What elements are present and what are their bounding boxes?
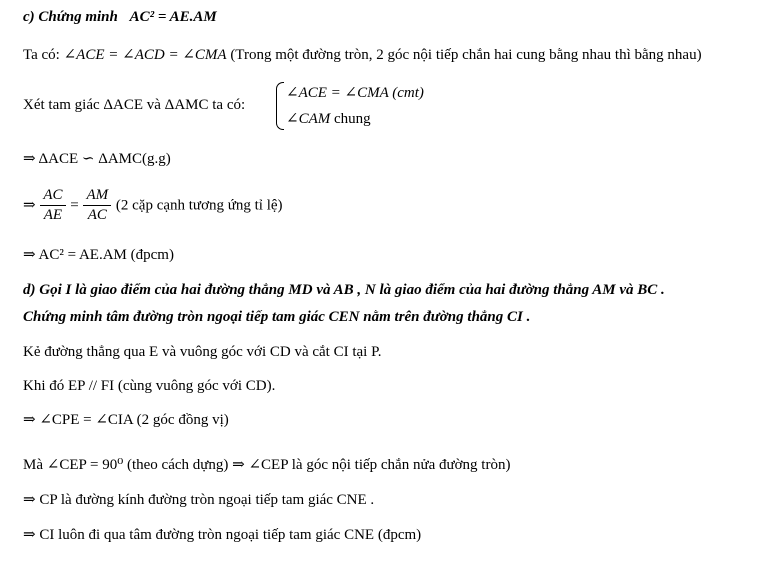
ci-text: ⇒ CI luôn đi qua tâm đường tròn ngoại tiếp tam giác CNE (đpcm) xyxy=(23,527,422,543)
line-cpe xyxy=(23,410,229,430)
fraction-1-numerator: AC xyxy=(40,186,65,206)
line-ratio xyxy=(23,186,283,225)
fraction-2-numerator: AM xyxy=(83,186,111,206)
cpe-text: ⇒ ∠CPE = ∠CIA (2 góc đồng vị) xyxy=(23,412,229,428)
equals-sign: = xyxy=(70,197,79,214)
line-khi-do xyxy=(23,376,275,396)
part-c-heading xyxy=(23,7,217,27)
implies-arrow: ⇒ xyxy=(23,197,36,214)
line-ma xyxy=(23,455,510,475)
line-ta-co xyxy=(23,45,702,65)
xet-text: Xét tam giác ΔACE và ΔAMC ta có: xyxy=(23,97,246,113)
ta-co-reason: (Trong một đường tròn, 2 góc nội tiếp chắn hai cung bằng nhau thì bằng nhau) xyxy=(230,47,702,63)
condition-2-angle: ∠CAM xyxy=(286,111,331,127)
result-c-text: ⇒ AC² = AE.AM (đpcm) xyxy=(23,247,174,263)
fraction-2-denominator: AC xyxy=(87,207,107,223)
ratio-note: (2 cặp cạnh tương ứng tỉ lệ) xyxy=(115,197,283,214)
condition-2 xyxy=(286,109,371,129)
condition-1: ∠ACE = ∠CMA (cmt) xyxy=(286,85,424,101)
angle-equality: ∠ACE = ∠ACD = ∠CMA xyxy=(63,47,227,63)
part-d-heading xyxy=(23,280,665,300)
part-d-text: d) Gọi I là giao điểm của hai đường thẳng MD và AB , N là giao điểm của hai đường thẳng AM và BC . xyxy=(23,282,665,298)
part-c-claim: AC² = AE.AM xyxy=(129,9,217,25)
line-result-c xyxy=(23,245,174,265)
similar-text: ⇒ ΔACE ∽ ΔAMC(g.g) xyxy=(23,151,171,167)
line-similar xyxy=(23,149,171,169)
line-cp xyxy=(23,490,374,510)
ma-text: Mà ∠CEP = 90⁰ (theo cách dựng) ⇒ ∠CEP là góc nội tiếp chắn nửa đường tròn) xyxy=(23,457,511,473)
ta-co-prefix: Ta có: xyxy=(23,47,60,63)
condition-2-word: chung xyxy=(333,111,371,127)
fraction-am-ac xyxy=(83,186,111,225)
cp-text: ⇒ CP là đường kính đường tròn ngoại tiếp tam giác CNE . xyxy=(23,492,375,508)
part-d-task-text: Chứng minh tâm đường tròn ngoại tiếp tam giác CEN nằm trên đường thẳng CI . xyxy=(23,309,531,325)
ke-text: Kẻ đường thẳng qua E và vuông góc với CD và cắt CI tại P. xyxy=(23,344,382,360)
line-ci xyxy=(23,525,421,545)
fraction-ac-ae xyxy=(40,186,65,225)
khi-do-text: Khi đó EP // FI (cùng vuông góc với CD). xyxy=(23,378,276,394)
part-c-label: c) Chứng minh xyxy=(23,9,118,25)
part-d-task xyxy=(23,307,530,327)
system-brace xyxy=(276,82,284,130)
line-ke xyxy=(23,342,382,362)
fraction-1-denominator: AE xyxy=(43,207,63,223)
line-xet xyxy=(23,95,245,115)
